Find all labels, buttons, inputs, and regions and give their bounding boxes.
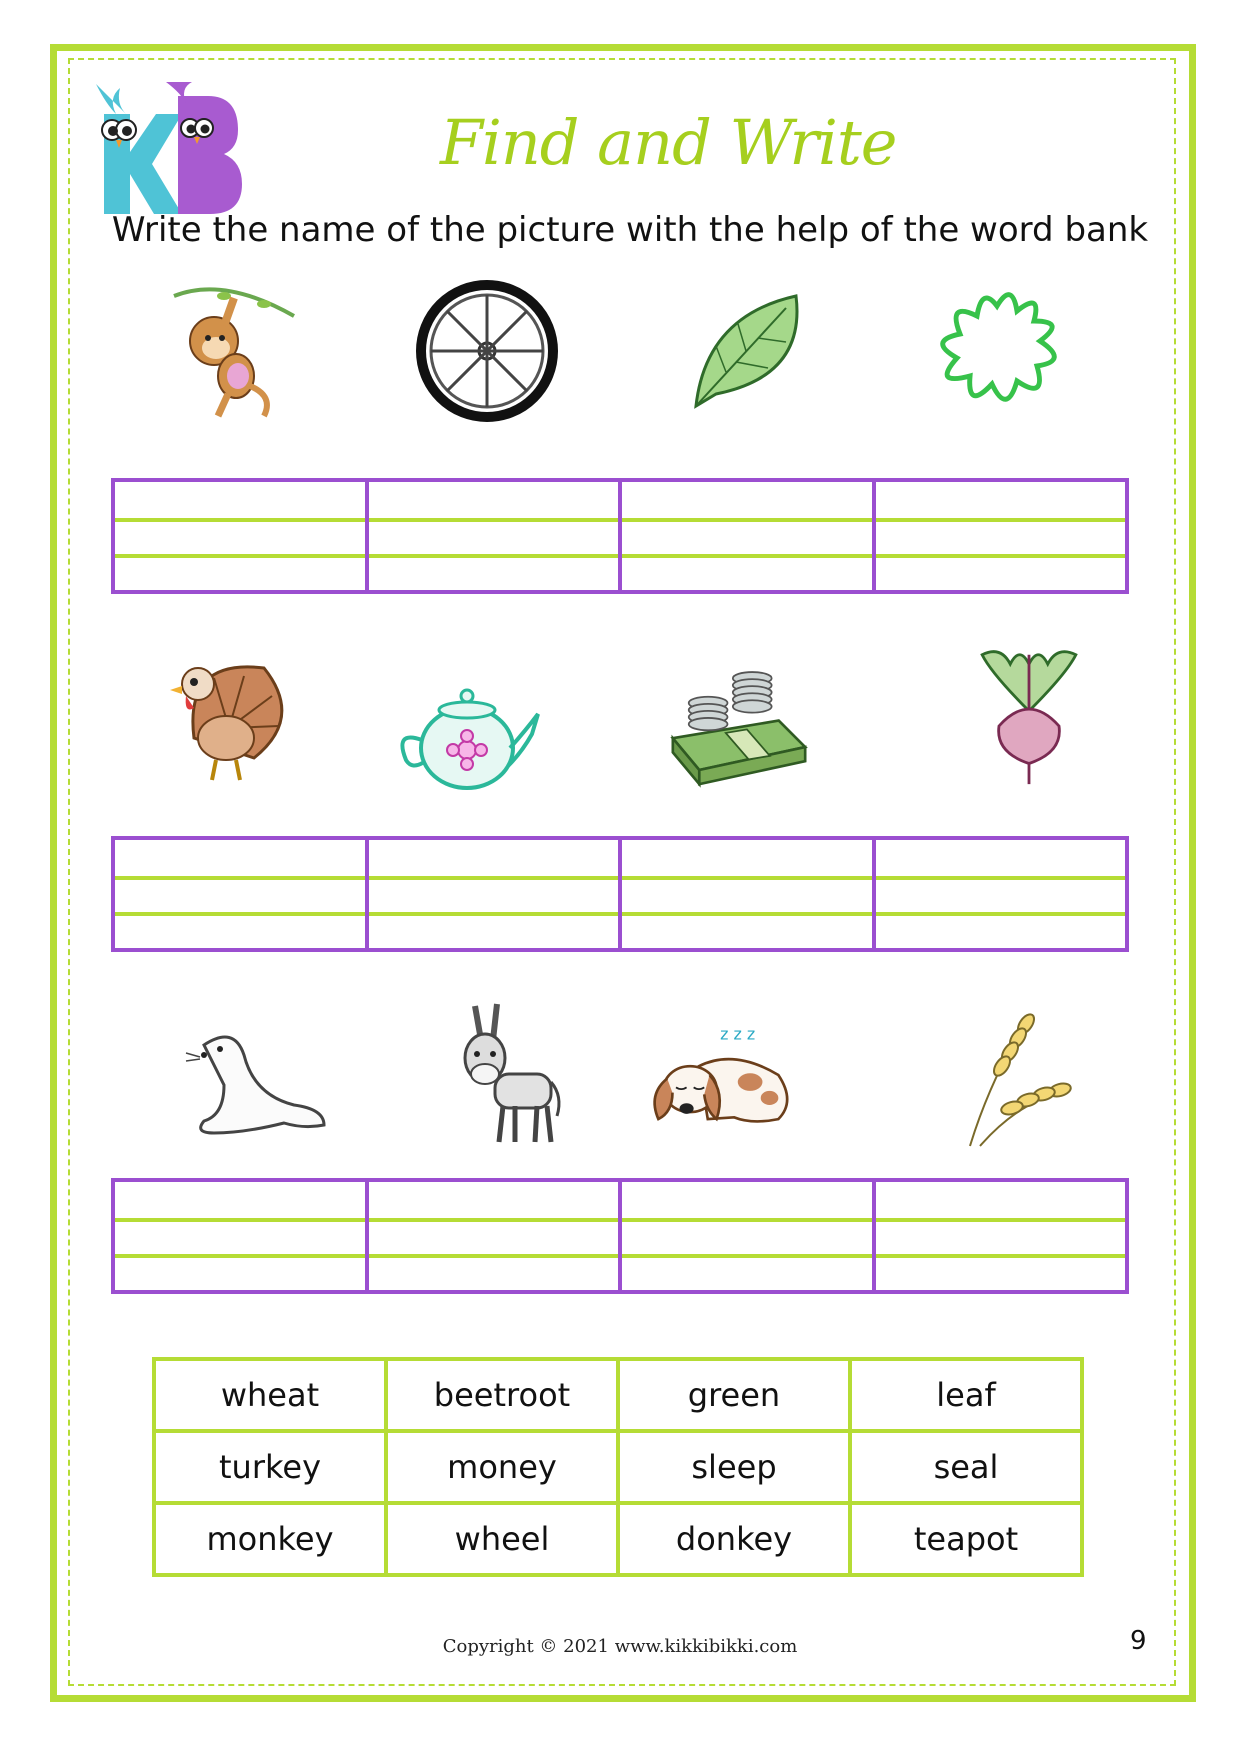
teapot-icon xyxy=(392,660,542,810)
answer-box[interactable] xyxy=(876,1182,1126,1290)
word-bank-word: money xyxy=(386,1431,618,1503)
answer-box[interactable] xyxy=(622,840,876,948)
answer-box[interactable] xyxy=(369,840,623,948)
wheel-icon xyxy=(412,276,562,426)
word-bank xyxy=(152,1357,1084,1577)
word-bank-word: beetroot xyxy=(386,1359,618,1431)
answer-box[interactable] xyxy=(369,1182,623,1290)
answer-box[interactable] xyxy=(369,482,623,590)
word-bank-row xyxy=(154,1431,1082,1503)
answer-box[interactable] xyxy=(876,840,1126,948)
copyright-text: Copyright © 2021 www.kikkibikki.com xyxy=(442,1636,798,1657)
wheat-icon xyxy=(930,1000,1080,1150)
word-bank-word: seal xyxy=(850,1431,1082,1503)
word-bank-row xyxy=(154,1359,1082,1431)
green-splash-icon xyxy=(922,276,1072,426)
word-bank-word: donkey xyxy=(618,1503,850,1575)
sleeping-dog-icon xyxy=(646,1000,796,1150)
word-bank-word: monkey xyxy=(154,1503,386,1575)
leaf-icon xyxy=(676,276,826,426)
word-bank-word: turkey xyxy=(154,1431,386,1503)
instruction-text: Write the name of the picture with the help of the word bank xyxy=(111,210,1149,250)
answer-box[interactable] xyxy=(115,840,369,948)
monkey-icon xyxy=(154,276,304,426)
answer-row-2 xyxy=(111,836,1129,952)
beetroot-icon xyxy=(954,636,1104,786)
answer-box[interactable] xyxy=(115,482,369,590)
page-number: 9 xyxy=(1130,1626,1147,1656)
word-bank-word: sleep xyxy=(618,1431,850,1503)
word-bank-row xyxy=(154,1503,1082,1575)
seal-icon xyxy=(184,1010,334,1160)
kb-logo xyxy=(86,74,246,214)
answer-box[interactable] xyxy=(622,482,876,590)
word-bank-word: wheel xyxy=(386,1503,618,1575)
donkey-icon xyxy=(430,996,580,1146)
answer-row-1 xyxy=(111,478,1129,594)
page-title: Find and Write xyxy=(440,106,897,179)
money-icon xyxy=(664,650,814,800)
word-bank-word: green xyxy=(618,1359,850,1431)
answer-box[interactable] xyxy=(876,482,1126,590)
answer-box[interactable] xyxy=(622,1182,876,1290)
word-bank-word: wheat xyxy=(154,1359,386,1431)
answer-box[interactable] xyxy=(115,1182,369,1290)
word-bank-word: leaf xyxy=(850,1359,1082,1431)
turkey-icon xyxy=(154,638,304,788)
svg-text:z z z: z z z xyxy=(720,1024,756,1044)
answer-row-3 xyxy=(111,1178,1129,1294)
word-bank-word: teapot xyxy=(850,1503,1082,1575)
